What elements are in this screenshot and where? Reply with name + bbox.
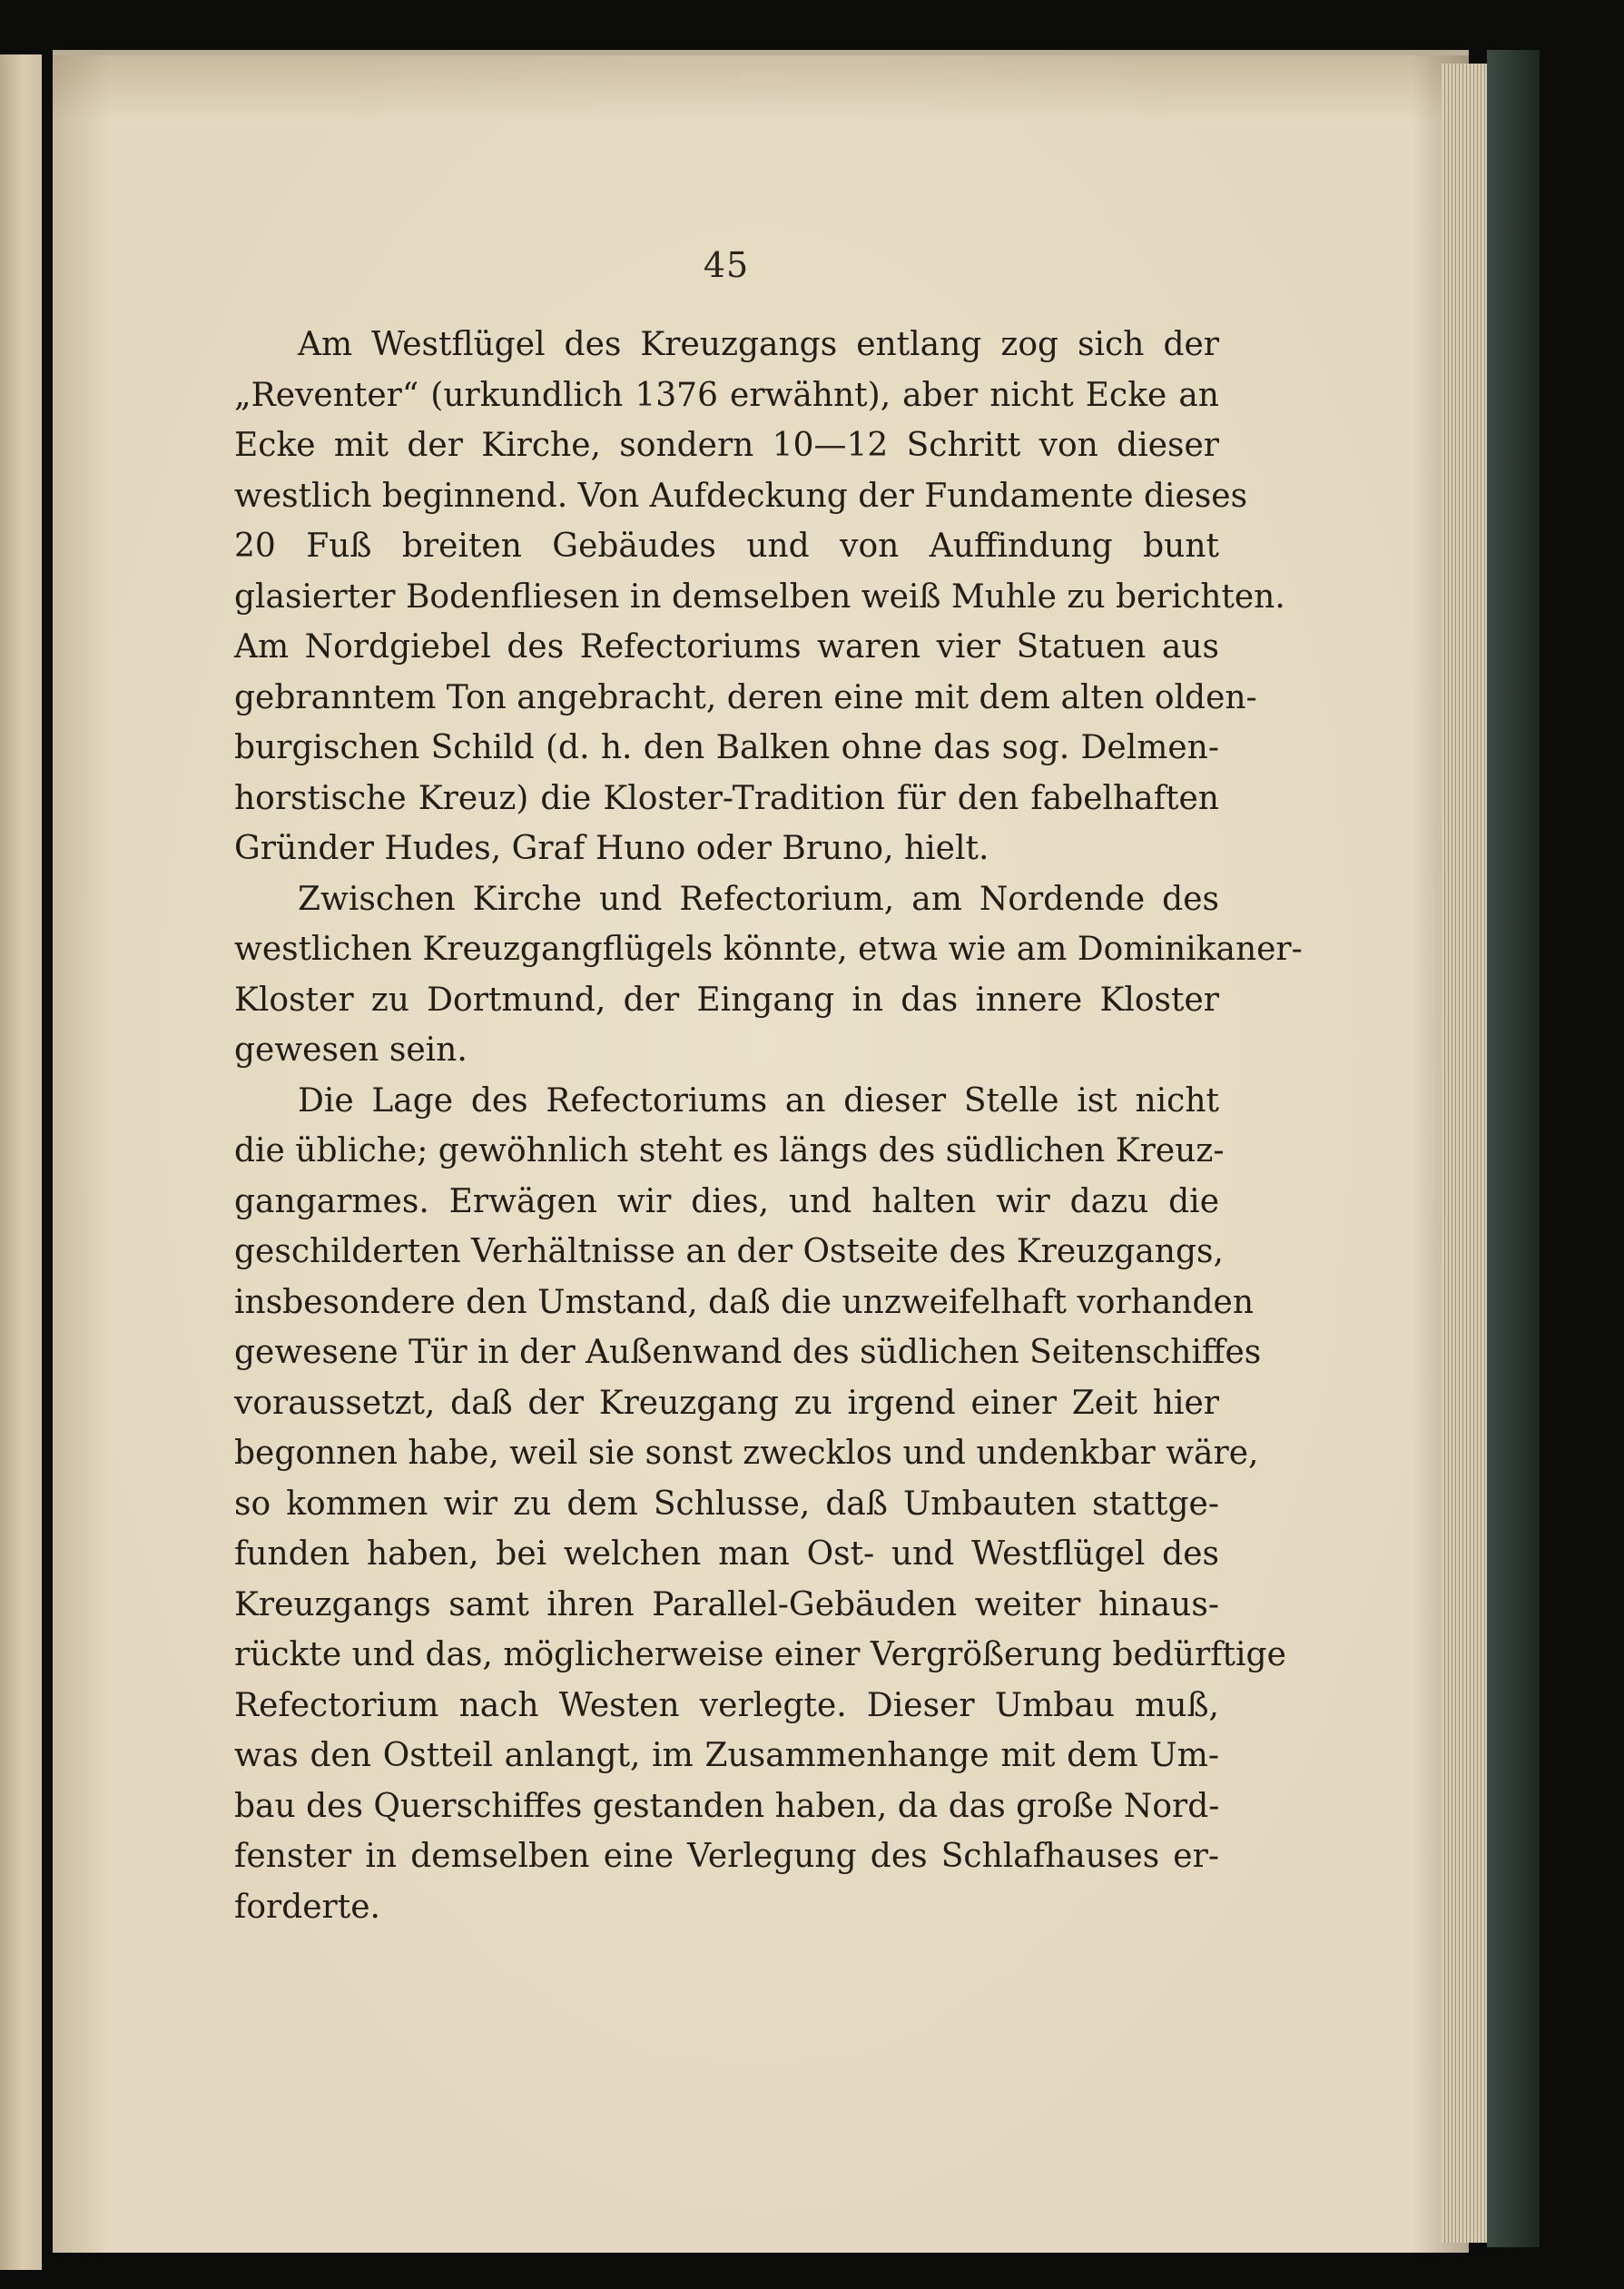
text-line: Am Nordgiebel des Refectoriums waren vier Statuen aus xyxy=(234,628,1219,666)
text-line: horstische Kreuz) die Kloster-Tradition für den fabelhaften xyxy=(234,779,1219,817)
text-line: die übliche; gewöhnlich steht es längs des südlichen Kreuz- xyxy=(234,1132,1225,1169)
body-text xyxy=(234,320,1303,1932)
text-line: glasierter Bodenfliesen in demselben weiß Muhle zu berichten. xyxy=(234,577,1285,616)
text-line: Am Westflügel des Kreuzgangs entlang zog sich der xyxy=(298,326,1219,363)
text-line: gewesen sein. xyxy=(234,1031,468,1069)
text-line: Gründer Hudes, Graf Huno oder Bruno, hielt. xyxy=(234,830,989,867)
text-line: 20 Fuß breiten Gebäudes und von Auffindung bunt xyxy=(234,528,1219,565)
text-line: „Reventer“ (urkundlich 1376 erwähnt), aber nicht Ecke an xyxy=(234,376,1219,414)
text-line: geschilderten Verhältnisse an der Ostseite des Kreuzgangs, xyxy=(234,1233,1224,1270)
text-line: rückte und das, möglicherweise einer Vergrößerung bedürftige xyxy=(234,1636,1286,1673)
text-line: Kloster zu Dortmund, der Eingang in das innere Kloster xyxy=(234,981,1219,1019)
text-line: fenster in demselben eine Verlegung des Schlafhauses er- xyxy=(234,1838,1219,1875)
text-line: was den Ostteil anlangt, im Zusammenhange mit dem Um- xyxy=(234,1737,1219,1774)
text-line: Refectorium nach Westen verlegte. Dieser Umbau muß, xyxy=(234,1686,1219,1724)
text-line: bau des Querschiffes gestanden haben, da das große Nord- xyxy=(234,1787,1220,1825)
text-line: gewesene Tür in der Außenwand des südlichen Seitenschiffes xyxy=(234,1334,1262,1371)
text-line: Zwischen Kirche und Refectorium, am Nordende des xyxy=(298,880,1219,918)
text-line: voraussetzt, daß der Kreuzgang zu irgend einer Zeit hier xyxy=(234,1384,1219,1422)
page-number: 45 xyxy=(703,245,750,285)
text-line: gangarmes. Erwägen wir dies, und halten wir dazu die xyxy=(234,1182,1219,1220)
text-line: Die Lage des Refectoriums an dieser Stelle ist nicht xyxy=(298,1081,1219,1120)
text-line: Ecke mit der Kirche, sondern 10—12 Schritt von dieser xyxy=(234,427,1219,464)
page-edges xyxy=(1442,64,1487,2243)
text-line: gebranntem Ton angebracht, deren eine mit dem alten olden- xyxy=(234,678,1257,716)
facing-page-edge xyxy=(0,54,42,2270)
text-line: Kreuzgangs samt ihren Parallel-Gebäuden weiter hinaus- xyxy=(234,1585,1219,1623)
text-line: so kommen wir zu dem Schlusse, daß Umbauten stattge- xyxy=(234,1485,1219,1523)
text-line: westlich beginnend. Von Aufdeckung der Fundamente dieses xyxy=(234,477,1248,515)
text-line: funden haben, bei welchen man Ost- und Westflügel des xyxy=(234,1535,1219,1573)
text-line: westlichen Kreuzgangflügels könnte, etwa wie am Dominikaner- xyxy=(234,931,1303,968)
book-binding xyxy=(1487,50,1540,2247)
text-line: insbesondere den Umstand, daß die unzweifelhaft vorhanden xyxy=(234,1283,1255,1321)
text-line: begonnen habe, weil sie sonst zwecklos und undenkbar wäre, xyxy=(234,1435,1259,1472)
text-line: forderte. xyxy=(234,1888,380,1926)
text-line: burgischen Schild (d. h. den Balken ohne das sog. Delmen- xyxy=(234,729,1219,766)
